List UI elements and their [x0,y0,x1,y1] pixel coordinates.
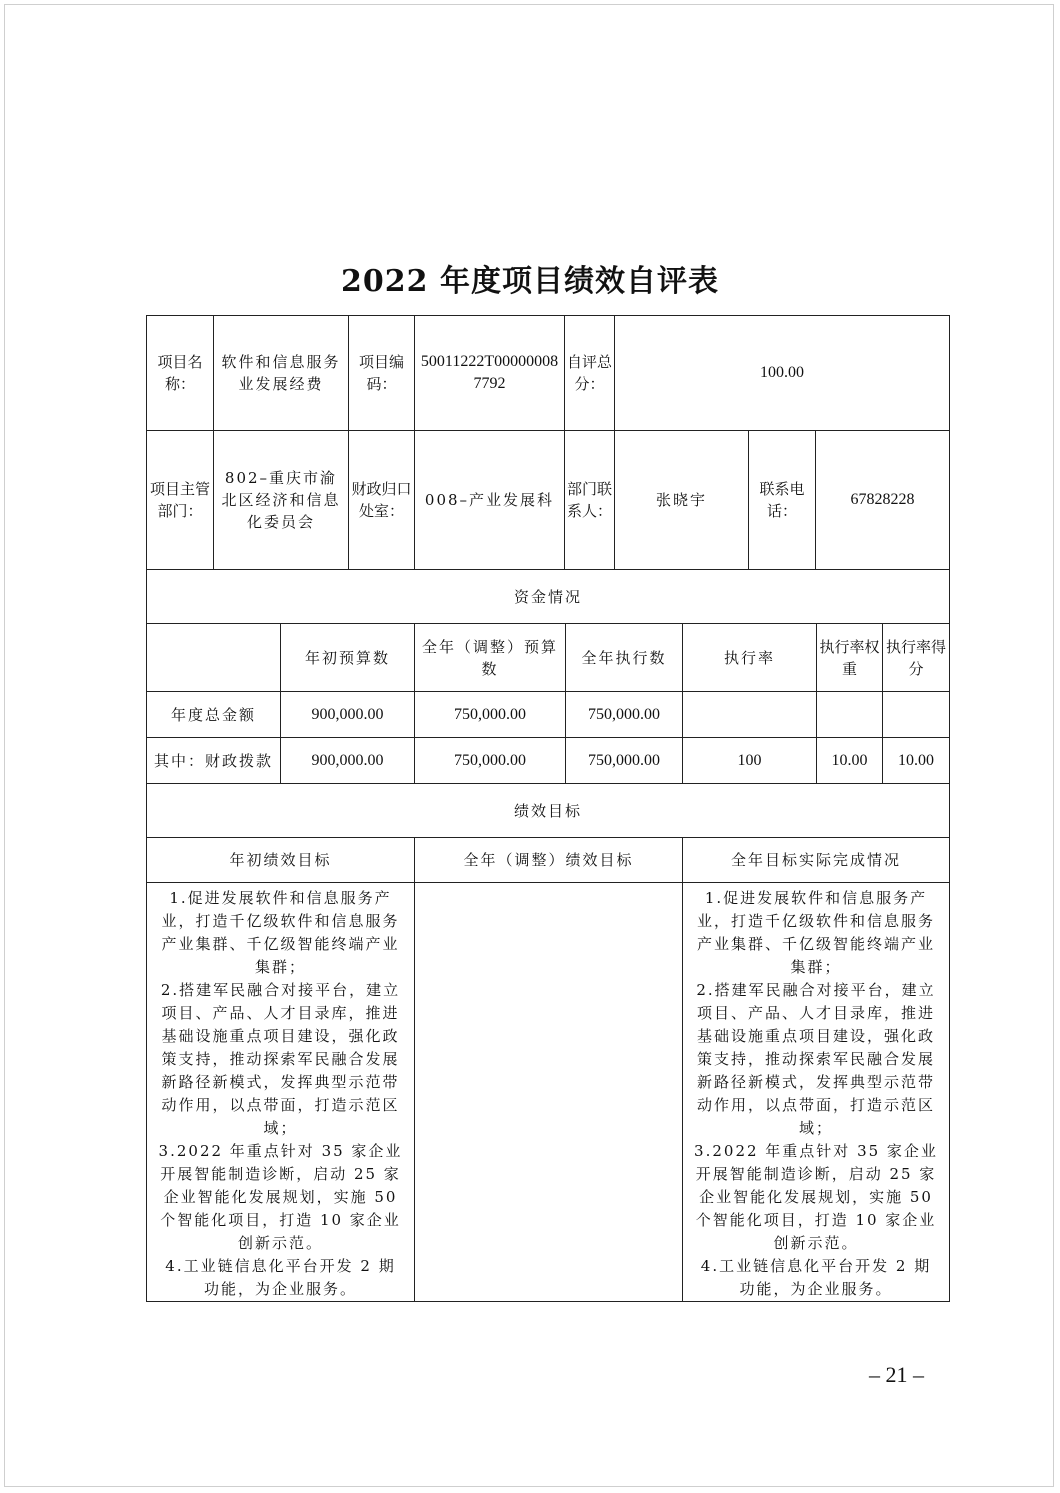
contact: 张晓宇 [615,431,749,570]
actual-item: 1.促进发展软件和信息服务产业，打造千亿级软件和信息服务产业集群、千亿级智能终端产业集群； [696,889,935,976]
funds-header-adjusted-budget: 全年（调整）预算数 [415,624,566,692]
dept: 802–重庆市渝北区经济和信息化委员会 [214,431,349,570]
funds-row-fiscal-adjusted: 750,000.00 [415,738,566,784]
project-code: 50011222T000000087792 [415,316,565,431]
page-number: – 21 – [869,1362,924,1387]
self-score-label: 自评总分： [565,316,615,431]
funds-row-total-weight [817,692,883,738]
project-name-label: 项目名称： [147,316,214,431]
funds-row-fiscal-label: 其中：财政拨款 [147,738,281,784]
page-title: 2022 年度项目绩效自评表 [341,264,719,299]
funds-header-empty-cell [147,624,281,692]
goals-header-adjusted: 全年（调整）绩效目标 [415,838,683,883]
phone: 67828228 [816,431,950,570]
funds-row-total-adjusted: 750,000.00 [415,692,566,738]
funds-row-total-label: 年度总金额 [147,692,281,738]
funds-header-exec-rate: 执行率 [683,624,817,692]
goal-item: 2.搭建军民融合对接平台，建立项目、产品、人才目录库，推进基础设施重点项目建设，强化政策支持，推动探索军民融合发展新路径新模式，发挥典型示范带动作用，以点带面，打造示范区域； [160,981,401,1137]
funds-row-total-initial: 900,000.00 [281,692,415,738]
funds-row-total-executed: 750,000.00 [566,692,683,738]
funds-row-fiscal-score: 10.00 [883,738,950,784]
funds-row-fiscal-weight: 10.00 [817,738,883,784]
goal-item: 1.促进发展软件和信息服务产业，打造千亿级软件和信息服务产业集群、千亿级智能终端产业集群； [161,889,400,976]
project-name: 软件和信息服务业发展经费 [214,316,349,431]
goals-adjusted-cell [415,883,683,1302]
funds-row-fiscal-rate: 100 [683,738,817,784]
goals-section-title: 绩效目标 [147,784,950,838]
funds-row-total-rate [683,692,817,738]
funds-header-initial-budget: 年初预算数 [281,624,415,692]
funds-header-exec-score: 执行率得分 [883,624,950,692]
self-score: 100.00 [615,316,950,431]
contact-label: 部门联系人： [565,431,615,570]
finance-label: 财政归口处室： [349,431,415,570]
evaluation-table [146,315,950,624]
funds-row-fiscal-executed: 750,000.00 [566,738,683,784]
project-code-label: 项目编码： [349,316,415,431]
funds-table [146,623,950,1302]
phone-label: 联系电话： [749,431,816,570]
finance: 008–产业发展科 [415,431,565,570]
funds-row-fiscal-initial: 900,000.00 [281,738,415,784]
funds-header-exec-weight: 执行率权重 [817,624,883,692]
funds-header-executed: 全年执行数 [566,624,683,692]
goal-item: 4.工业链信息化平台开发 2 期功能，为企业服务。 [165,1257,396,1298]
actual-item: 2.搭建军民融合对接平台，建立项目、产品、人才目录库，推进基础设施重点项目建设，强化政策支持，推动探索军民融合发展新路径新模式，发挥典型示范带动作用，以点带面，打造示范区域； [696,981,936,1137]
dept-label: 项目主管部门： [147,431,214,570]
actual-item: 3.2022 年重点针对 35 家企业开展智能制造诊断，启动 25 家企业智能化发展规划，实施 50 个智能化项目，打造 10 家企业创新示范。 [694,1142,938,1252]
goals-header-initial: 年初绩效目标 [147,838,415,883]
actual-item: 4.工业链信息化平台开发 2 期功能，为企业服务。 [700,1257,932,1298]
funds-section-title: 资金情况 [147,570,950,624]
goals-actual-cell [683,883,950,1302]
goals-initial-cell [147,883,415,1302]
funds-row-total-score [883,692,950,738]
goals-header-actual: 全年目标实际完成情况 [683,838,950,883]
goal-item: 3.2022 年重点针对 35 家企业开展智能制造诊断，启动 25 家企业智能化发展规划，实施 50 个智能化项目，打造 10 家企业创新示范。 [158,1142,403,1252]
